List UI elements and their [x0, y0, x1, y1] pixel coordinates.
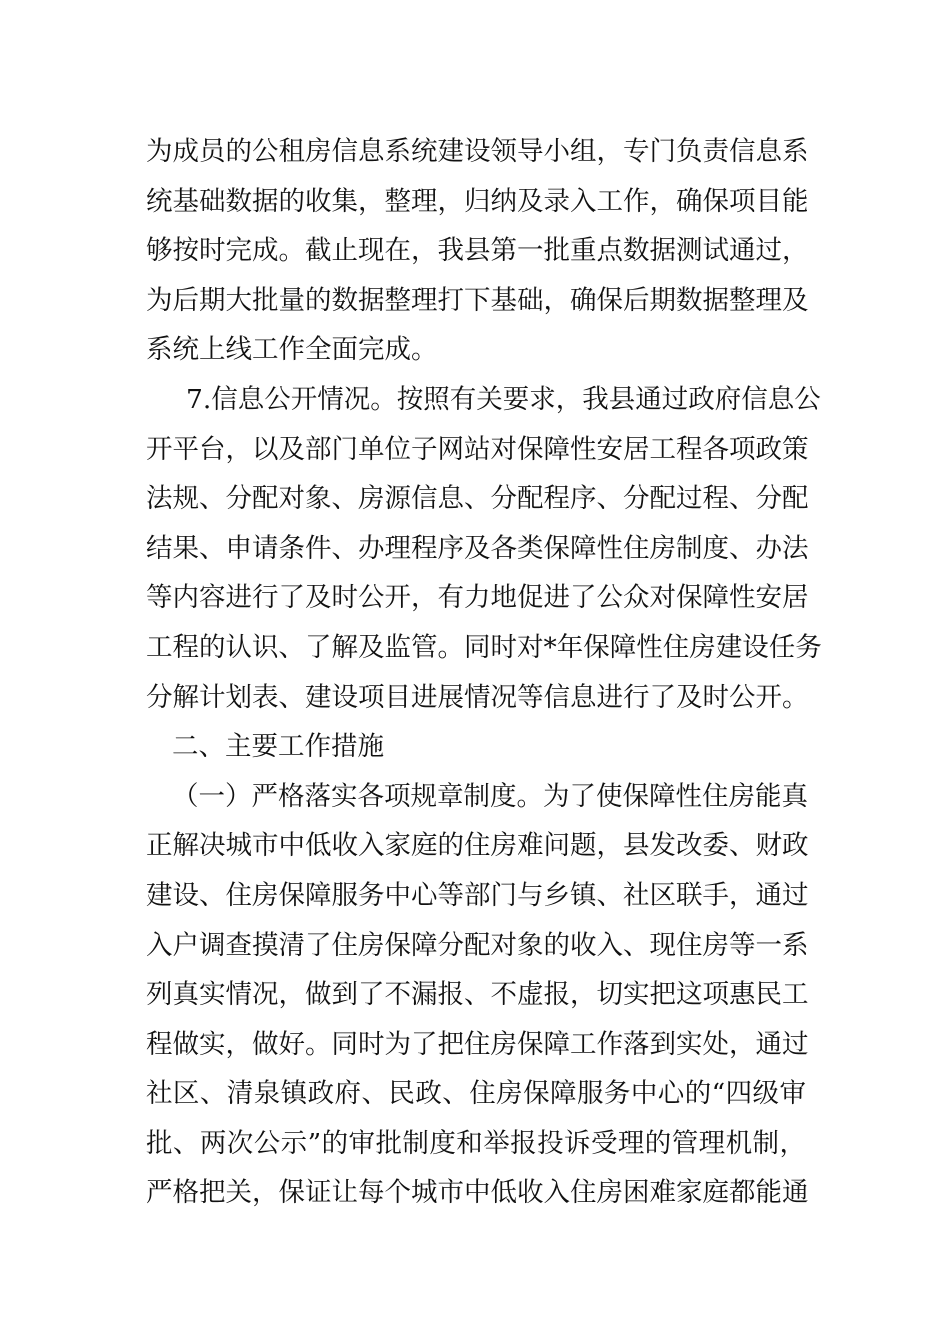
- text-line: 批、两次公示”的审批制度和举报投诉受理的管理机制，: [146, 1127, 806, 1159]
- text-line: 为后期大批量的数据整理打下基础，确保后期数据整理及: [146, 284, 809, 316]
- text-line: 够按时完成。截止现在，我县第一批重点数据测试通过，: [146, 235, 809, 267]
- paragraph-start-line: （一）严格落实各项规章制度。为了使保障性住房能真: [172, 780, 808, 812]
- text-line: 程做实，做好。同时为了把住房保障工作落到实处，通过: [146, 1028, 809, 1060]
- text-line: 工程的认识、了解及监管。同时对*年保障性住房建设任务: [146, 631, 822, 663]
- text-line: 统基础数据的收集，整理，归纳及录入工作，确保项目能: [146, 185, 809, 217]
- text-line: 严格把关，保证让每个城市中低收入住房困难家庭都能通: [146, 1177, 809, 1209]
- text-line: 系统上线工作全面完成。: [146, 334, 438, 366]
- text-line: 入户调查摸清了住房保障分配对象的收入、现住房等一系: [146, 929, 809, 961]
- text-line: 社区、清泉镇政府、民政、住房保障服务中心的“四级审: [146, 1078, 806, 1110]
- text-line: 分解计划表、建设项目进展情况等信息进行了及时公开。: [146, 681, 809, 713]
- text-line: 结果、申请条件、办理程序及各类保障性住房制度、办法: [146, 532, 809, 564]
- text-line: 为成员的公租房信息系统建设领导小组，专门负责信息系: [146, 136, 809, 167]
- body-text: [146, 127, 822, 1218]
- text-line: 等内容进行了及时公开，有力地促进了公众对保障性安居: [146, 582, 809, 614]
- text-line: 正解决城市中低收入家庭的住房难问题，县发改委、财政: [146, 830, 809, 862]
- text-line: 列真实情况，做到了不漏报、不虚报，切实把这项惠民工: [146, 979, 809, 1011]
- text-line: 开平台，以及部门单位子网站对保障性安居工程各项政策: [146, 433, 809, 465]
- text-line: 建设、住房保障服务中心等部门与乡镇、社区联手，通过: [146, 879, 809, 911]
- section-heading: 二、主要工作措施: [172, 731, 384, 763]
- paragraph-start-line: 7.信息公开情况。按照有关要求，我县通过政府信息公: [186, 383, 821, 415]
- text-line: 法规、分配对象、房源信息、分配程序、分配过程、分配: [146, 483, 809, 515]
